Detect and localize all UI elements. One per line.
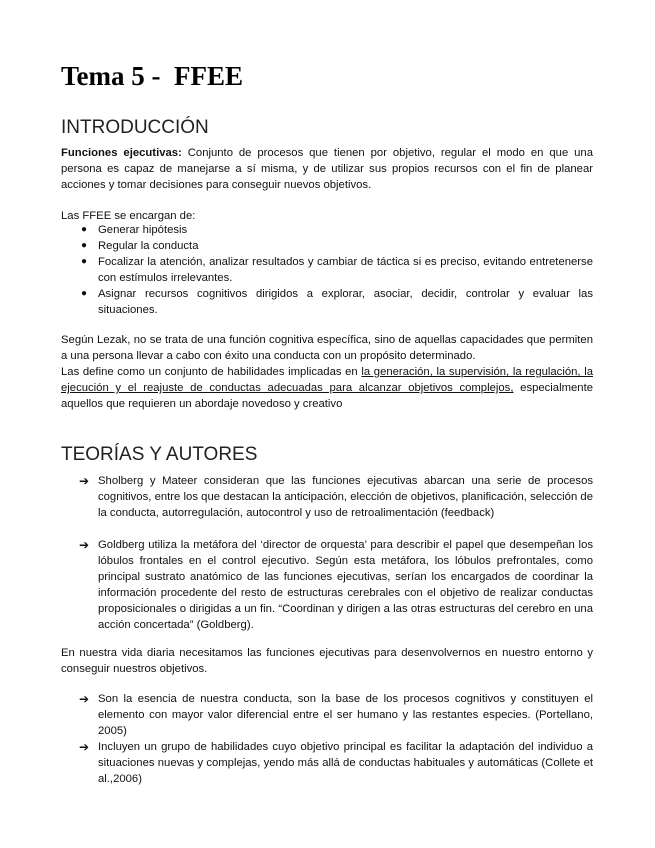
arrow-right-icon: ➔ <box>79 474 90 488</box>
list-item: ● Regular la conducta <box>81 240 199 252</box>
daily-life-paragraph: En nuestra vida diaria necesitamos las funciones ejecutivas para desenvolvernos en nuestro entorno y conseguir nuestros objetivos. <box>61 647 593 675</box>
functions-bullet-list <box>61 222 593 318</box>
list-item: ➔ Sholberg y Mateer consideran que las funciones ejecutivas abarcan una serie de procesos cognitivos, entre los que destacan la anticipación, elección de objetivos, planificación, selección de la conducta, autorregulación, autocontrol y uso de retroalimentación (feedback) <box>79 474 593 519</box>
bullet-icon: ● <box>81 240 88 251</box>
definition-paragraph <box>61 145 593 193</box>
list-item: ➔ Goldberg utiliza la metáfora del ‘director de orquesta’ para describir el papel que desempeñan los lóbulos frontales en el control ejecutivo. Según esta metáfora, los lóbulos prefrontales, como principal sustrato anatómico de las funciones ejecutivas, serían los encargados de coordinar la información procedente del resto de estructuras cerebrales con el objetivo de realizar conductas proposicionales o dirigidas a un fin. “Coordinan y dirigen a las otras estructuras del cerebro en una acción concertada” (Goldberg). <box>79 538 593 631</box>
list-item: ● Asignar recursos cognitivos dirigidos a explorar, asociar, decidir, controlar y evaluar las situaciones. <box>81 288 593 316</box>
underlined-definition: la generación, la supervisión, la regulación, la ejecución y el reajuste de conductas adecuadas para alcanzar objetivos complejos, <box>61 366 593 394</box>
bullet-icon: ● <box>81 224 88 235</box>
heading-teorias-autores: TEORÍAS Y AUTORES <box>61 444 258 465</box>
characteristics-arrow-list <box>61 691 593 787</box>
lezak-paragraph-1: Según Lezak, no se trata de una función cognitiva específica, sino de aquellas capacidades que permiten a una persona llevar a cabo con éxito una conducta con un propósito determinado. <box>61 334 593 362</box>
list-item: ➔ Son la esencia de nuestra conducta, son la base de los procesos cognitivos y constituyen el elemento con mayor valor diferencial entre el ser humano y las restantes especies. (Portellano, 2005) <box>79 692 593 737</box>
heading-introduccion: INTRODUCCIÓN <box>61 117 209 138</box>
list-item: ➔ Incluyen un grupo de habilidades cuyo objetivo principal es facilitar la adaptación del individuo a situaciones nuevas y complejas, yendo más allá de conductas habituales y automáticas (Collete et al.,2006) <box>79 740 593 785</box>
arrow-right-icon: ➔ <box>79 538 90 552</box>
bullet-icon: ● <box>81 256 88 267</box>
bullet-icon: ● <box>81 288 88 299</box>
authors-arrow-list <box>61 473 593 633</box>
list-item: ● Generar hipótesis <box>81 224 188 236</box>
lezak-paragraph-2: Las define como un conjunto de habilidades implicadas en la generación, la supervisión, la regulación, la ejecución y el reajuste de conductas adecuadas para alcanzar objetivos complejos, especialmente aquellos que requieren un abordaje novedoso y creativo <box>61 366 594 410</box>
list-item: ● Focalizar la atención, analizar resultados y cambiar de táctica si es preciso, evitando entretenerse con estímulos irrelevantes. <box>81 256 593 284</box>
arrow-right-icon: ➔ <box>79 740 90 754</box>
definition-text: Conjunto de procesos que tienen por objetivo, regular el modo en que una persona es capaz de manejarse a sí misma, y de utilizar sus propios recursos con el fin de planear acciones y tomar decisiones para conseguir nuevos objetivos. <box>61 147 593 191</box>
arrow-right-icon: ➔ <box>79 692 90 706</box>
definition-term: Funciones ejecutivas: <box>61 147 182 159</box>
document-title: Tema 5 - FFEE <box>61 61 243 91</box>
list-intro: Las FFEE se encargan de: <box>61 210 196 222</box>
